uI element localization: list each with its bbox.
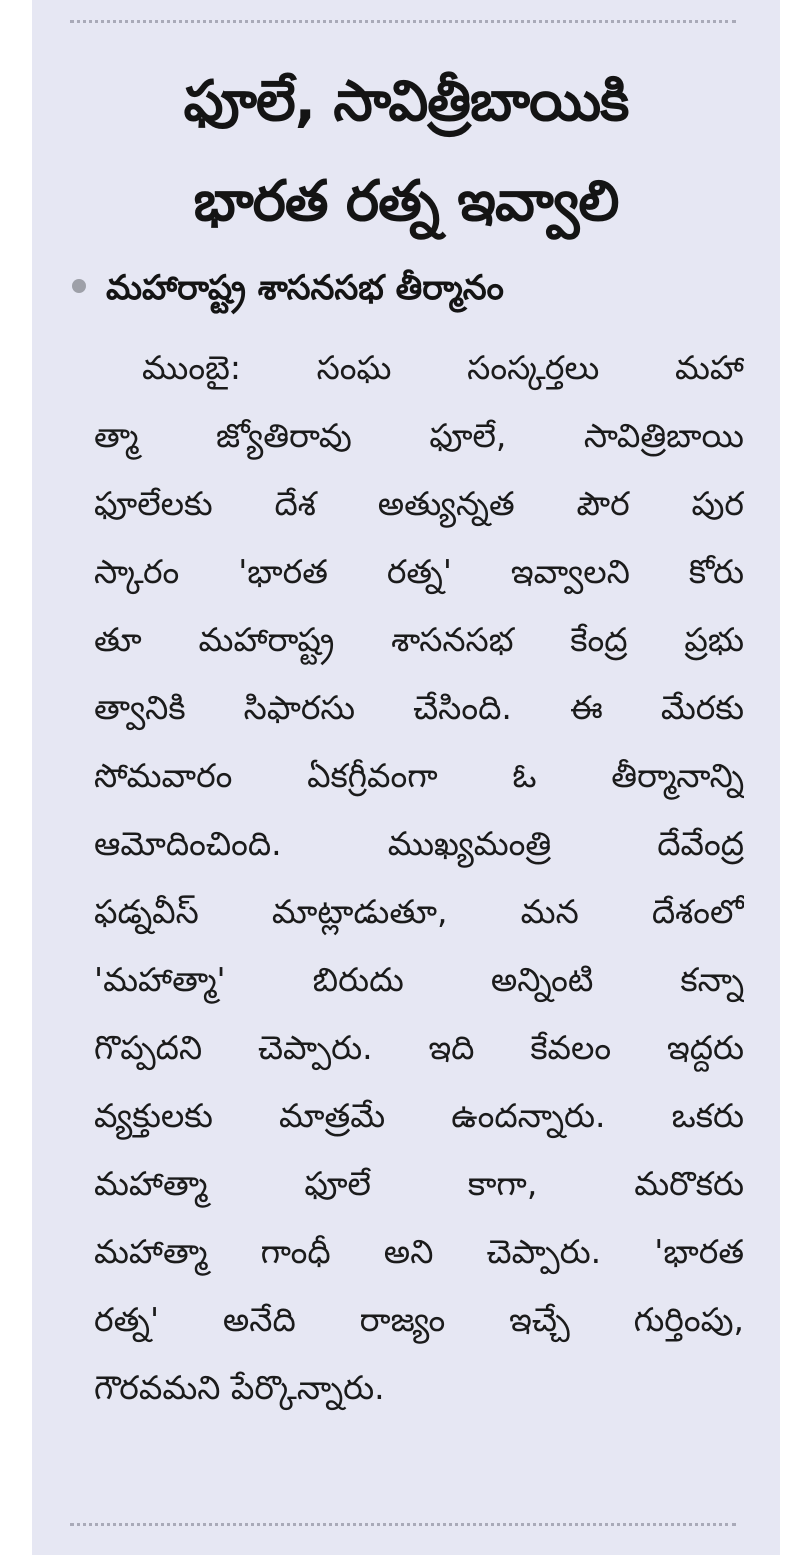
body-line: ఫడ్నవీస్ మాట్లాడుతూ, మన దేశంలో: [94, 892, 744, 931]
body-line: మహాత్మా గాంధీ అని చెప్పారు. 'భారత: [94, 1232, 744, 1271]
bullet-dot-icon: [72, 279, 86, 293]
body-line: ముంబై: సంఘ సంస్కర్తలు మహా: [142, 348, 744, 387]
body-line: స్కారం 'భారత రత్న' ఇవ్వాలని కోరు: [94, 552, 744, 591]
body-line: త్మా జ్యోతిరావు ఫూలే, సావిత్రిబాయి: [94, 416, 744, 455]
body-line: త్వానికి సిఫారసు చేసింది. ఈ మేరకు: [94, 688, 744, 727]
body-line: మహాత్మా ఫూలే కాగా, మరొకరు: [94, 1164, 744, 1203]
article-column: [32, 0, 780, 1555]
article-subheadline: [72, 258, 750, 318]
body-line: తూ మహారాష్ట్ర శాసనసభ కేంద్ర ప్రభు: [94, 620, 744, 659]
article-body: [94, 334, 744, 1422]
bottom-dotted-divider: [70, 1523, 736, 1526]
body-line: గౌరవమని పేర్కొన్నారు.: [94, 1368, 385, 1407]
body-line: ఆమోదించింది. ముఖ్యమంత్రి దేవేంద్ర: [94, 824, 744, 863]
headline-line-2: భారత రత్న ఇవ్వాలి: [193, 169, 619, 234]
body-line: సోమవారం ఏకగ్రీవంగా ఓ తీర్మానాన్ని: [94, 756, 744, 795]
subheadline-text: మహారాష్ట్ర శాసనసభ తీర్మానం: [106, 268, 504, 308]
article-headline: [32, 52, 780, 252]
top-dotted-divider: [70, 20, 736, 23]
body-line: ఫూలేలకు దేశ అత్యున్నత పౌర పుర: [94, 484, 744, 523]
body-line: 'మహాత్మా' బిరుదు అన్నింటి కన్నా: [94, 960, 744, 999]
body-line: వ్యక్తులకు మాత్రమే ఉందన్నారు. ఒకరు: [94, 1096, 744, 1135]
body-line: రత్న' అనేది రాజ్యం ఇచ్చే గుర్తింపు,: [94, 1300, 744, 1339]
body-line: గొప్పదని చెప్పారు. ఇది కేవలం ఇద్దరు: [94, 1028, 744, 1067]
headline-line-1: ఫూలే, సావిత్రీబాయికి: [183, 69, 629, 134]
